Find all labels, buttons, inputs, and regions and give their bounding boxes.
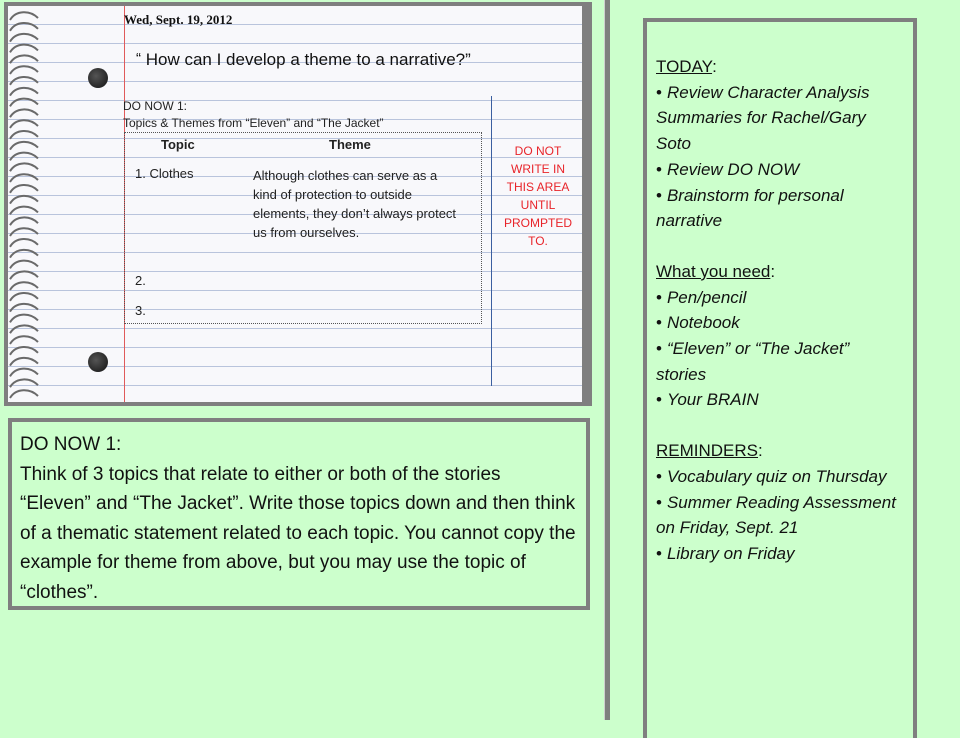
spiral-ring: [10, 390, 38, 398]
spiral-ring: [10, 153, 38, 161]
spiral-ring: [10, 217, 38, 225]
spiral-ring: [10, 325, 38, 333]
spiral-ring: [10, 34, 38, 42]
today-label: TODAY: [656, 57, 713, 76]
spiral-ring: [10, 163, 38, 171]
spiral-ring: [10, 55, 38, 63]
spiral-ring: [10, 45, 38, 53]
reminder-item: • Library on Friday: [656, 541, 899, 567]
reminder-item: • Summer Reading Assessment on Friday, Sept. 21: [656, 490, 899, 541]
spiral-ring: [10, 358, 38, 366]
spiral-ring: [10, 66, 38, 74]
today-item: • Brainstorm for personal narrative: [656, 183, 899, 234]
spiral-ring: [10, 131, 38, 139]
spiral-binding: [8, 6, 48, 402]
agenda-panel: [643, 18, 917, 738]
today-list: [656, 80, 899, 234]
need-item: • Pen/pencil: [656, 285, 899, 311]
column-header-topic: Topic: [161, 137, 195, 152]
date-label: Wed, Sept. 19, 2012: [124, 12, 233, 27]
spiral-ring: [10, 120, 38, 128]
need-item: • Your BRAIN: [656, 387, 899, 413]
row-1-topic: 1. Clothes: [135, 166, 194, 181]
spiral-ring: [10, 271, 38, 279]
spiral-ring: [10, 12, 38, 20]
spiral-ring: [10, 109, 38, 117]
essential-question: [136, 50, 471, 70]
vertical-divider: [604, 0, 610, 720]
spiral-ring: [10, 347, 38, 355]
question-text: How can I develop a theme to a narrative?”: [145, 50, 471, 69]
donow-subtitle: Topics & Themes from “Eleven” and “The Jacket”: [123, 116, 384, 130]
reminders-label: REMINDERS: [656, 441, 759, 461]
reminder-list: [656, 464, 899, 567]
donow-body: Think of 3 topics that relate to either or both of the stories “Eleven” and “The Jacket”. Write those topics down and then think of a thematic statement related to each topic. You cannot copy the example for theme from above, but you may use the topic of “clothes”.: [20, 463, 576, 603]
spiral-ring: [10, 293, 38, 301]
notebook-image: [4, 2, 592, 406]
need-item: • Notebook: [656, 310, 899, 336]
column-header-theme: Theme: [329, 137, 371, 152]
row-1-theme: Although clothes can serve as a kind of protection to outside elements, they don’t always protect us from ourselves.: [253, 168, 457, 240]
row-2-number: 2.: [135, 273, 146, 288]
need-label: What you need: [656, 261, 771, 281]
spiral-ring: [10, 185, 38, 193]
spiral-ring: [10, 282, 38, 290]
spiral-ring: [10, 77, 38, 85]
spiral-ring: [10, 23, 38, 31]
today-item: • Review Character Analysis Summaries for Rachel/Gary Soto: [656, 80, 899, 157]
punch-hole: [88, 68, 108, 88]
today-item: • Review DO NOW: [656, 157, 899, 183]
blue-divider-line: [491, 96, 492, 386]
donow-instructions-box: [8, 418, 590, 610]
today-heading: TODAY:: [656, 57, 717, 76]
donow-label: DO NOW 1:: [123, 99, 188, 113]
topic-theme-table: [124, 132, 482, 324]
spiral-ring: [10, 142, 38, 150]
spiral-ring: [10, 196, 38, 204]
spiral-ring: [10, 228, 38, 236]
need-heading: What you need:: [656, 261, 776, 281]
reminders-heading: REMINDERS:: [656, 441, 763, 461]
open-quote: “: [136, 50, 141, 67]
spiral-ring: [10, 174, 38, 182]
spiral-ring: [10, 250, 38, 258]
spiral-ring: [10, 239, 38, 247]
do-not-write-warning: DO NOT WRITE IN THIS AREA UNTIL PROMPTED TO.: [503, 144, 572, 248]
spiral-ring: [10, 88, 38, 96]
spiral-ring: [10, 207, 38, 215]
spiral-ring: [10, 379, 38, 387]
spiral-ring: [10, 315, 38, 323]
row-3-number: 3.: [135, 303, 146, 318]
punch-hole: [88, 352, 108, 372]
notebook-paper: [8, 6, 582, 402]
spiral-ring: [10, 99, 38, 107]
reminder-item: • Vocabulary quiz on Thursday: [656, 464, 899, 490]
donow-heading: [123, 98, 384, 132]
spiral-ring: [10, 304, 38, 312]
need-list: [656, 285, 899, 414]
donow-title: DO NOW 1:: [20, 434, 122, 455]
spiral-ring: [10, 261, 38, 269]
spiral-ring: [10, 336, 38, 344]
need-item: • “Eleven” or “The Jacket” stories: [656, 336, 899, 387]
spiral-ring: [10, 369, 38, 377]
